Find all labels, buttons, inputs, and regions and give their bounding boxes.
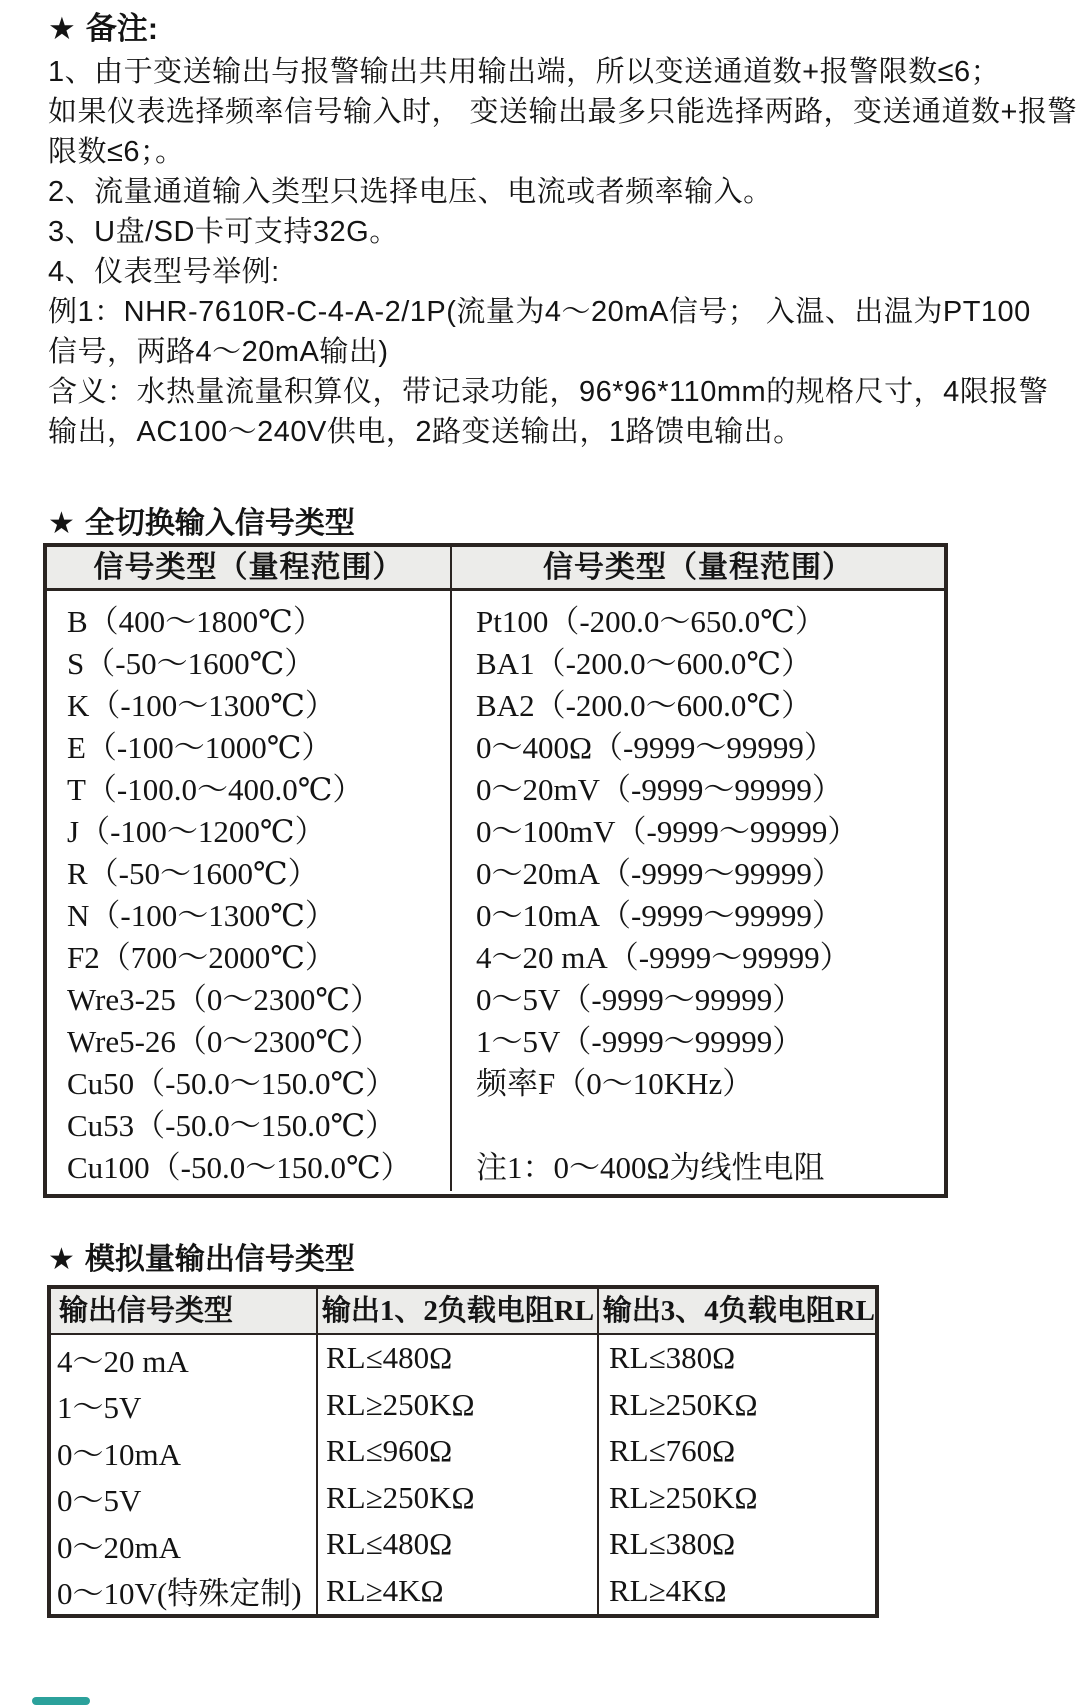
signal-type-cell: Wre3-25（0～2300℃） bbox=[67, 982, 382, 1017]
load-resistance-cell: RL≤380Ω bbox=[609, 1340, 736, 1376]
signal-type-cell: R（-50～1600℃） bbox=[67, 856, 319, 891]
column-header: 信号类型（量程范围） bbox=[47, 547, 452, 588]
load-resistance-cell: RL≥250KΩ bbox=[326, 1386, 475, 1422]
teal-footer-fragment bbox=[32, 1697, 90, 1705]
output-type-cell: 0～20mA bbox=[57, 1529, 181, 1565]
output-type-cell: 1～5V bbox=[57, 1390, 142, 1426]
signal-type-cell: T（-100.0～400.0℃） bbox=[67, 772, 364, 807]
signal-type-column-left bbox=[47, 591, 452, 1191]
signal-type-cell: BA1（-200.0～600.0℃） bbox=[476, 646, 813, 681]
input-signal-table bbox=[43, 543, 948, 1198]
load-resistance-cell: RL≥250KΩ bbox=[326, 1479, 475, 1515]
column-header: 输出3、4负载电阻RL bbox=[602, 1295, 875, 1327]
signal-type-cell: B（400～1800℃） bbox=[67, 604, 324, 639]
empty-line bbox=[476, 1105, 944, 1147]
signal-type-cell: N（-100～1300℃） bbox=[67, 898, 336, 933]
signal-type-cell: F2（700～2000℃） bbox=[67, 940, 336, 975]
signal-type-cell: 0～100mV（-9999～99999） bbox=[476, 814, 859, 849]
load-resistance-cell: RL≤380Ω bbox=[609, 1526, 736, 1562]
signal-type-cell: BA2（-200.0～600.0℃） bbox=[476, 688, 813, 723]
load-resistance-cell: RL≥250KΩ bbox=[609, 1386, 758, 1422]
output-type-cell: 4～20 mA bbox=[57, 1343, 189, 1379]
remarks-title-text: 备注: bbox=[85, 11, 159, 46]
signal-type-cell: 0～20mA（-9999～99999） bbox=[476, 856, 843, 891]
signal-type-column-right bbox=[452, 591, 944, 1191]
signal-type-cell: Cu50（-50.0～150.0℃） bbox=[67, 1066, 397, 1101]
signal-type-cell: E（-100～1000℃） bbox=[67, 730, 333, 765]
output-signal-table-body bbox=[51, 1335, 875, 1614]
signal-type-cell: 0～5V（-9999～99999） bbox=[476, 982, 804, 1017]
output-type-cell: 0～5V bbox=[57, 1483, 142, 1519]
remark-line: 3、U盘/SD卡可支持32G。 bbox=[48, 216, 399, 248]
load-resistance-column-1-2 bbox=[318, 1335, 599, 1614]
load-resistance-cell: RL≥250KΩ bbox=[609, 1479, 758, 1515]
output-signal-table bbox=[47, 1285, 879, 1618]
signal-type-cell: 频率F（0～10KHz） bbox=[476, 1066, 754, 1101]
load-resistance-cell: RL≤760Ω bbox=[609, 1433, 736, 1469]
star-icon: ★ bbox=[48, 11, 76, 46]
signal-type-cell: J（-100～1200℃） bbox=[67, 814, 326, 849]
load-resistance-cell: RL≥4KΩ bbox=[326, 1572, 444, 1608]
signal-type-cell: 0～20mV（-9999～99999） bbox=[476, 772, 843, 807]
input-signal-section-title-text: 全切换输入信号类型 bbox=[84, 507, 355, 540]
remark-line: 如果仪表选择频率信号输入时， 变送输出最多只能选择两路，变送通道数+报警 bbox=[48, 96, 1077, 128]
remark-line: 2、流量通道输入类型只选择电压、电流或者频率输入。 bbox=[48, 176, 773, 208]
remark-line: 1、由于变送输出与报警输出共用输出端，所以变送通道数+报警限数≤6； bbox=[48, 56, 1001, 88]
output-type-column bbox=[51, 1335, 318, 1614]
load-resistance-cell: RL≤480Ω bbox=[326, 1526, 453, 1562]
column-header: 输出1、2负载电阻RL bbox=[318, 1289, 599, 1333]
signal-type-cell: K（-100～1300℃） bbox=[67, 688, 336, 723]
signal-type-cell: Cu100（-50.0～150.0℃） bbox=[67, 1150, 412, 1185]
signal-type-cell: 0～400Ω（-9999～99999） bbox=[476, 730, 835, 765]
star-icon: ★ bbox=[48, 1243, 75, 1276]
remark-line: 含义：水热量流量积算仪，带记录功能，96*96*110mm的规格尺寸，4限报警 bbox=[48, 376, 1049, 408]
signal-type-cell: Pt100（-200.0～650.0℃） bbox=[476, 604, 826, 639]
input-signal-table-header bbox=[47, 547, 944, 591]
output-type-cell: 0～10mA bbox=[57, 1436, 181, 1472]
output-signal-table-header bbox=[51, 1289, 875, 1335]
signal-type-cell: 4～20 mA（-9999～99999） bbox=[476, 940, 851, 975]
remarks-title bbox=[48, 6, 1043, 52]
input-signal-table-body bbox=[47, 591, 944, 1191]
remark-line: 输出，AC100～240V供电，2路变送输出，1路馈电输出。 bbox=[48, 416, 803, 448]
remark-line: 例1：NHR-7610R-C-4-A-2/1P(流量为4～20mA信号； 入温、出温为PT100 bbox=[48, 296, 1031, 328]
signal-type-cell: Cu53（-50.0～150.0℃） bbox=[67, 1108, 397, 1143]
star-icon: ★ bbox=[48, 507, 75, 540]
output-signal-section-title-text: 模拟量输出信号类型 bbox=[84, 1243, 355, 1276]
signal-type-cell: Wre5-26（0～2300℃） bbox=[67, 1024, 382, 1059]
remarks-section bbox=[48, 6, 1077, 452]
table-note: 注1：0～400Ω为线性电阻 bbox=[476, 1150, 825, 1185]
signal-type-cell: S（-50～1600℃） bbox=[67, 646, 316, 681]
load-resistance-cell: RL≤480Ω bbox=[326, 1340, 453, 1376]
remark-line: 限数≤6；。 bbox=[48, 136, 185, 168]
load-resistance-column-3-4 bbox=[599, 1335, 875, 1614]
output-signal-section-title bbox=[48, 1234, 355, 1278]
signal-type-cell: 1～5V（-9999～99999） bbox=[476, 1024, 804, 1059]
signal-type-cell: 0～10mA（-9999～99999） bbox=[476, 898, 843, 933]
output-type-cell: 0～10V(特殊定制) bbox=[57, 1576, 302, 1612]
input-signal-section-title bbox=[48, 498, 355, 542]
remark-line: 信号，两路4～20mA输出) bbox=[48, 336, 389, 368]
load-resistance-cell: RL≥4KΩ bbox=[609, 1572, 727, 1608]
column-header: 信号类型（量程范围） bbox=[543, 551, 853, 584]
load-resistance-cell: RL≤960Ω bbox=[326, 1433, 453, 1469]
column-header: 输出信号类型 bbox=[51, 1289, 318, 1333]
remark-line: 4、仪表型号举例: bbox=[48, 256, 280, 288]
